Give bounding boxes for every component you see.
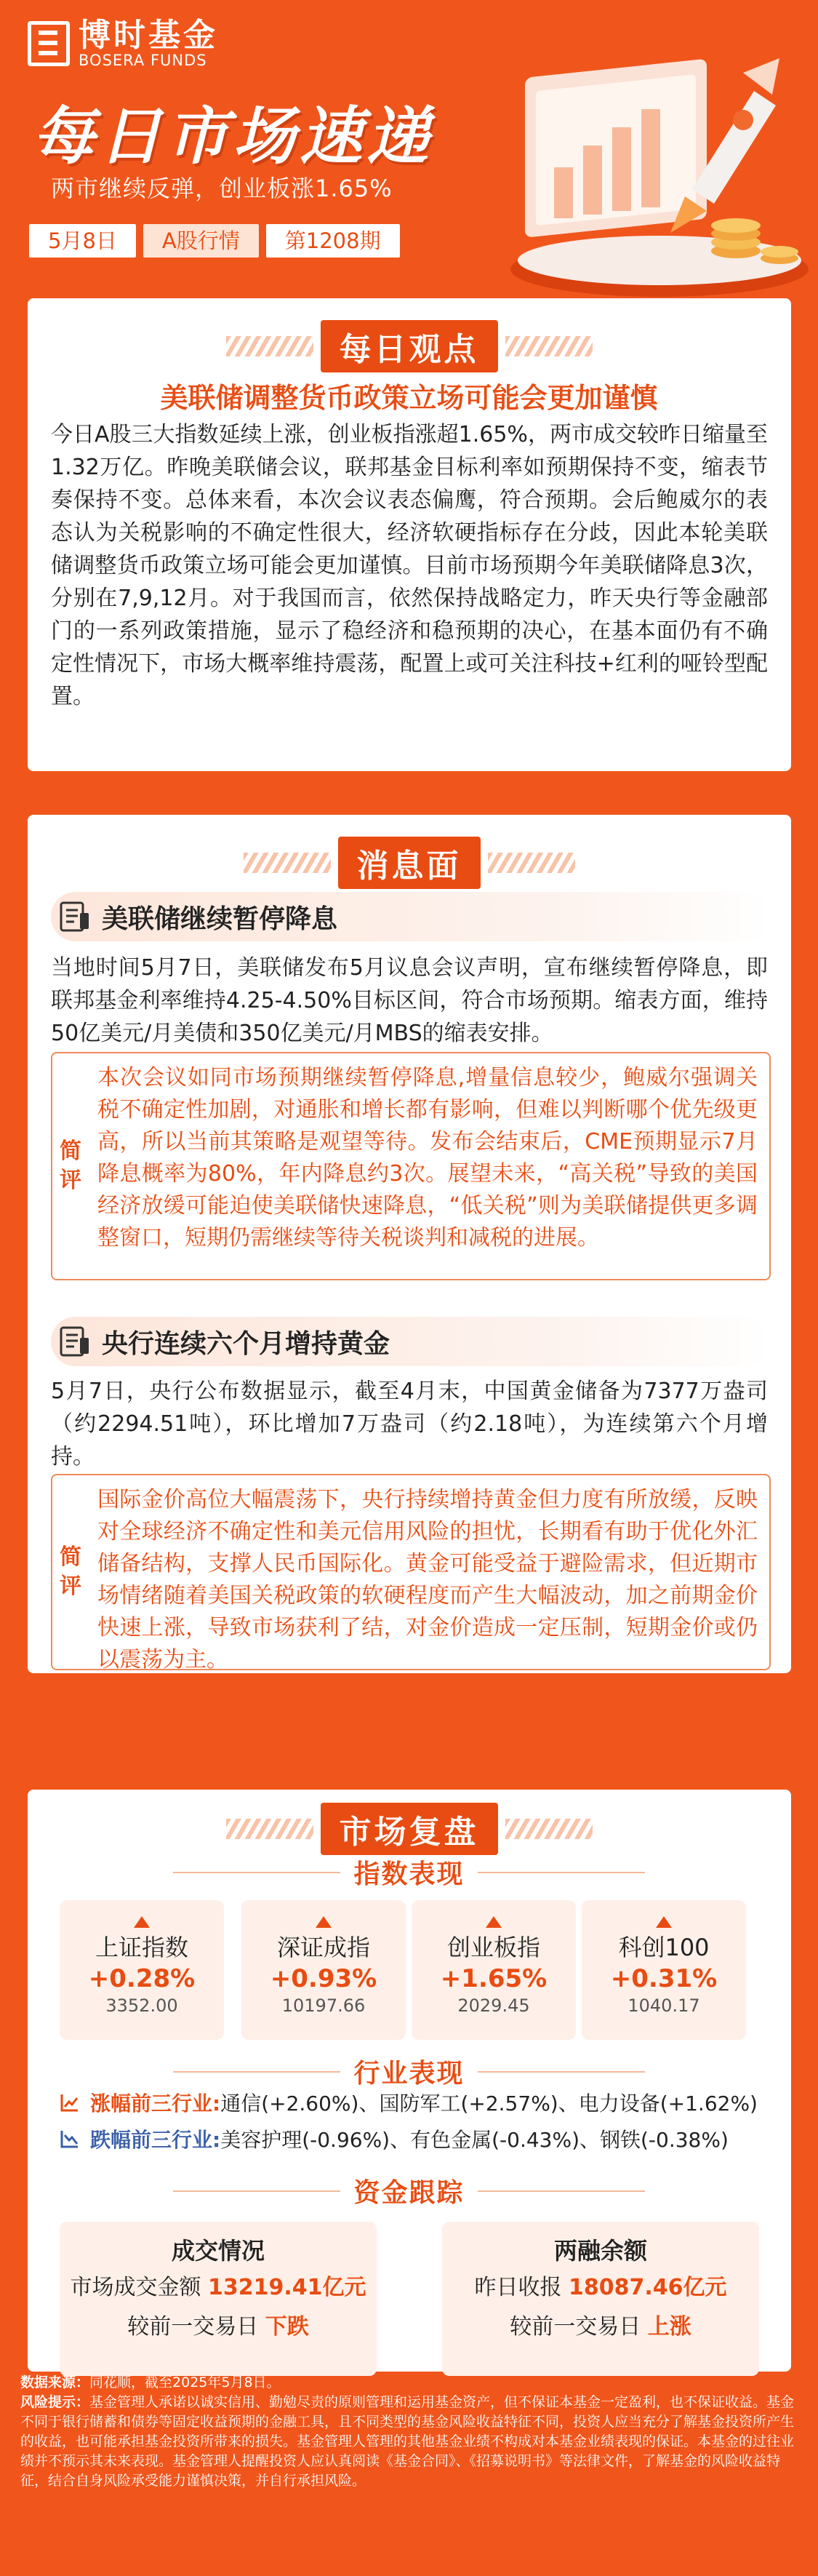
trend-down-icon	[60, 2129, 80, 2149]
market-section-title: 市场复盘	[321, 1803, 498, 1855]
index-name: 创业板指	[446, 1934, 540, 1961]
top-industries-text: 通信(+2.60%)、国防军工(+2.57%)、电力设备(+1.62%)	[220, 2091, 758, 2116]
index-value: 1040.17	[627, 1995, 700, 2016]
document-icon	[58, 1325, 92, 1358]
date-tag: 5月8日	[29, 224, 136, 258]
index-name: 上证指数	[95, 1934, 188, 1961]
turnover-trend: 下跌	[265, 2314, 309, 2340]
decor-stripes	[505, 336, 593, 356]
news-item-header	[51, 1317, 771, 1366]
tag-row	[29, 224, 407, 258]
decor-stripes	[244, 853, 331, 873]
margin-title: 两融余额	[553, 2237, 647, 2265]
turnover-trend-line: 较前一交易日 下跌	[127, 2314, 309, 2340]
data-source: 数据来源：同花顺，截至2025年5月8日。	[20, 2374, 281, 2390]
index-title: 指数表现	[353, 1859, 465, 1889]
industry-title: 行业表现	[353, 2059, 465, 2089]
header	[0, 0, 818, 291]
page-subtitle: 两市继续反弹，创业板涨1.65%	[51, 175, 393, 202]
brand-name-cn: 博时基金	[79, 17, 218, 54]
index-value: 2029.45	[457, 1995, 530, 2016]
decor-stripes	[226, 1819, 313, 1839]
index-card	[60, 1900, 224, 2040]
index-name: 深证成指	[276, 1934, 370, 1961]
issue-tag: 第1208期	[266, 224, 400, 258]
top-industries-row	[60, 2088, 758, 2117]
index-change: +0.93%	[270, 1964, 377, 1993]
index-card	[241, 1900, 406, 2040]
news-item-title: 美联储继续暂停降息	[102, 904, 338, 934]
margin-card	[442, 2222, 759, 2376]
news-item-header	[51, 892, 771, 941]
news-item-body: 5月7日，央行公布数据显示，截至4月末，中国黄金储备为7377万盎司（约2294.51吨），环比增加7万盎司（约2.18吨），为连续第六个月增持。	[51, 1379, 768, 1470]
up-arrow-icon	[134, 1916, 150, 1928]
rocket-chart-illustration	[503, 51, 816, 298]
top-industries-label: 涨幅前三行业:	[90, 2091, 221, 2116]
up-arrow-icon	[316, 1916, 332, 1928]
news-item-title: 央行连续六个月增持黄金	[102, 1328, 390, 1359]
disclaimer	[20, 2373, 798, 2491]
comment-text: 国际金价高位大幅震荡下，央行持续增持黄金但力度有所放缓，反映对全球经济不确定性和美元信用风险的担忧，长期看有助于优化外汇储备结构，支撑人民币国际化。黄金可能受益于避险需求，但近期市场情绪随着美国关税政策的软硬程度而产生大幅波动，加之前期金价快速上涨，导致市场获利了结，对金价造成一定压制，短期金价或仍以震荡为主。	[97, 1487, 758, 1672]
trend-up-icon	[60, 2092, 80, 2113]
turnover-value: 13219.41亿元	[208, 2275, 366, 2300]
brand-name-en: BOSERA FUNDS	[79, 52, 207, 69]
turnover-card	[60, 2222, 377, 2376]
margin-line: 昨日收报 18087.46亿元	[474, 2275, 727, 2300]
document-icon	[58, 900, 92, 933]
fund-subheading	[0, 2172, 818, 2209]
daily-view-title: 每日观点	[321, 320, 498, 372]
news-heading	[0, 837, 818, 889]
bottom-industries-row	[60, 2124, 729, 2153]
bottom-industries-label: 跌幅前三行业:	[90, 2128, 221, 2152]
comment-label: 简 评	[60, 1544, 81, 1599]
turnover-line: 市场成交金额 13219.41亿元	[70, 2275, 366, 2300]
logo	[28, 19, 218, 68]
news-item-body: 当地时间5月7日，美联储发布5月议息会议声明，宣布继续暂停降息，即联邦基金利率维持4.25-4.50%目标区间，符合市场预期。缩表方面，维持50亿美元/月美债和350亿美元/月MBS的缩表安排。	[51, 955, 768, 1046]
daily-view-heading	[0, 320, 818, 372]
category-tag: A股行情	[143, 224, 259, 258]
decor-stripes	[488, 853, 575, 873]
index-subheading	[0, 1854, 818, 1891]
news-section-title: 消息面	[338, 837, 481, 889]
index-card	[412, 1900, 576, 2040]
turnover-title: 成交情况	[171, 2237, 265, 2265]
page-title: 每日市场速递	[32, 100, 433, 173]
index-value: 10197.66	[281, 1995, 366, 2016]
margin-trend-line: 较前一交易日 上涨	[510, 2314, 691, 2340]
comment-label: 简 评	[60, 1139, 81, 1193]
news-comment-box	[51, 1052, 771, 1280]
fund-title: 资金跟踪	[353, 2178, 465, 2208]
bosera-logo-icon	[28, 21, 70, 66]
up-arrow-icon	[486, 1916, 502, 1928]
news-comment-box	[51, 1474, 771, 1670]
daily-view-headline: 美联储调整货币政策立场可能会更加谨慎	[160, 382, 658, 414]
index-change: +0.28%	[88, 1964, 196, 1993]
risk-warning: 风险提示：基金管理人承诺以诚实信用、勤勉尽责的原则管理和运用基金资产，但不保证本基金一定盈利，也不保证收益。基金不同于银行储蓄和债券等固定收益预期的金融工具，且不同类型的基金风险收益特征不同，投资人应当充分了解基金投资所产生的收益，也可能承担基金投资所带来的损失。基金管理人管理的其他基金业绩不构成对本基金业绩表现的保证。本基金的过往业绩并不预示其未来表现。基金管理人提醒投资人应认真阅读《基金合同》、《招募说明书》等法律文件，了解基金的风险收益特征，结合自身风险承受能力谨慎决策，并自行承担风险。	[20, 2394, 795, 2489]
margin-trend: 上涨	[647, 2314, 691, 2340]
index-name: 科创100	[618, 1934, 710, 1961]
bottom-industries-text: 美容护理(-0.96%)、有色金属(-0.43%)、钢铁(-0.38%)	[220, 2128, 729, 2152]
industry-subheading	[0, 2053, 818, 2090]
market-heading	[0, 1803, 818, 1855]
decor-stripes	[226, 336, 313, 356]
index-change: +0.31%	[610, 1964, 718, 1993]
index-change: +1.65%	[440, 1964, 548, 1993]
margin-value: 18087.46亿元	[569, 2275, 727, 2300]
decor-stripes	[505, 1819, 593, 1839]
daily-view-body: 今日A股三大指数延续上涨，创业板指涨超1.65%，两市成交较昨日缩量至1.32万亿。昨晚美联储会议，联邦基金目标利率如预期保持不变，缩表节奏保持不变。总体来看，本次会议表态偏鹰，符合预期。会后鲍威尔的表态认为关税影响的不确定性很大，经济软硬指标存在分歧，因此本轮美联储调整货币政策立场可能会更加谨慎。目前市场预期今年美联储降息3次，分别在7,9,12月。对于我国而言，依然保持战略定力，昨天央行等金融部门的一系列政策措施，显示了稳经济和稳预期的决心，在基本面仍有不确定性情况下，市场大概率维持震荡，配置上或可关注科技+红利的哑铃型配置。	[51, 422, 768, 709]
index-value: 3352.00	[105, 1995, 178, 2016]
index-card	[582, 1900, 746, 2040]
up-arrow-icon	[656, 1916, 672, 1928]
comment-text: 本次会议如同市场预期继续暂停降息,增量信息较少，鲍威尔强调关税不确定性加剧，对通胀和增长都有影响，但难以判断哪个优先级更高，所以当前其策略是观望等待。发布会结束后，CME预期显示7月降息概率为80%，年内降息约3次。展望未来，“高关税”导致的美国经济放缓可能迫使美联储快速降息，“低关税”则为美联储提供更多调整窗口，短期仍需继续等待关税谈判和减税的进展。	[97, 1065, 758, 1251]
